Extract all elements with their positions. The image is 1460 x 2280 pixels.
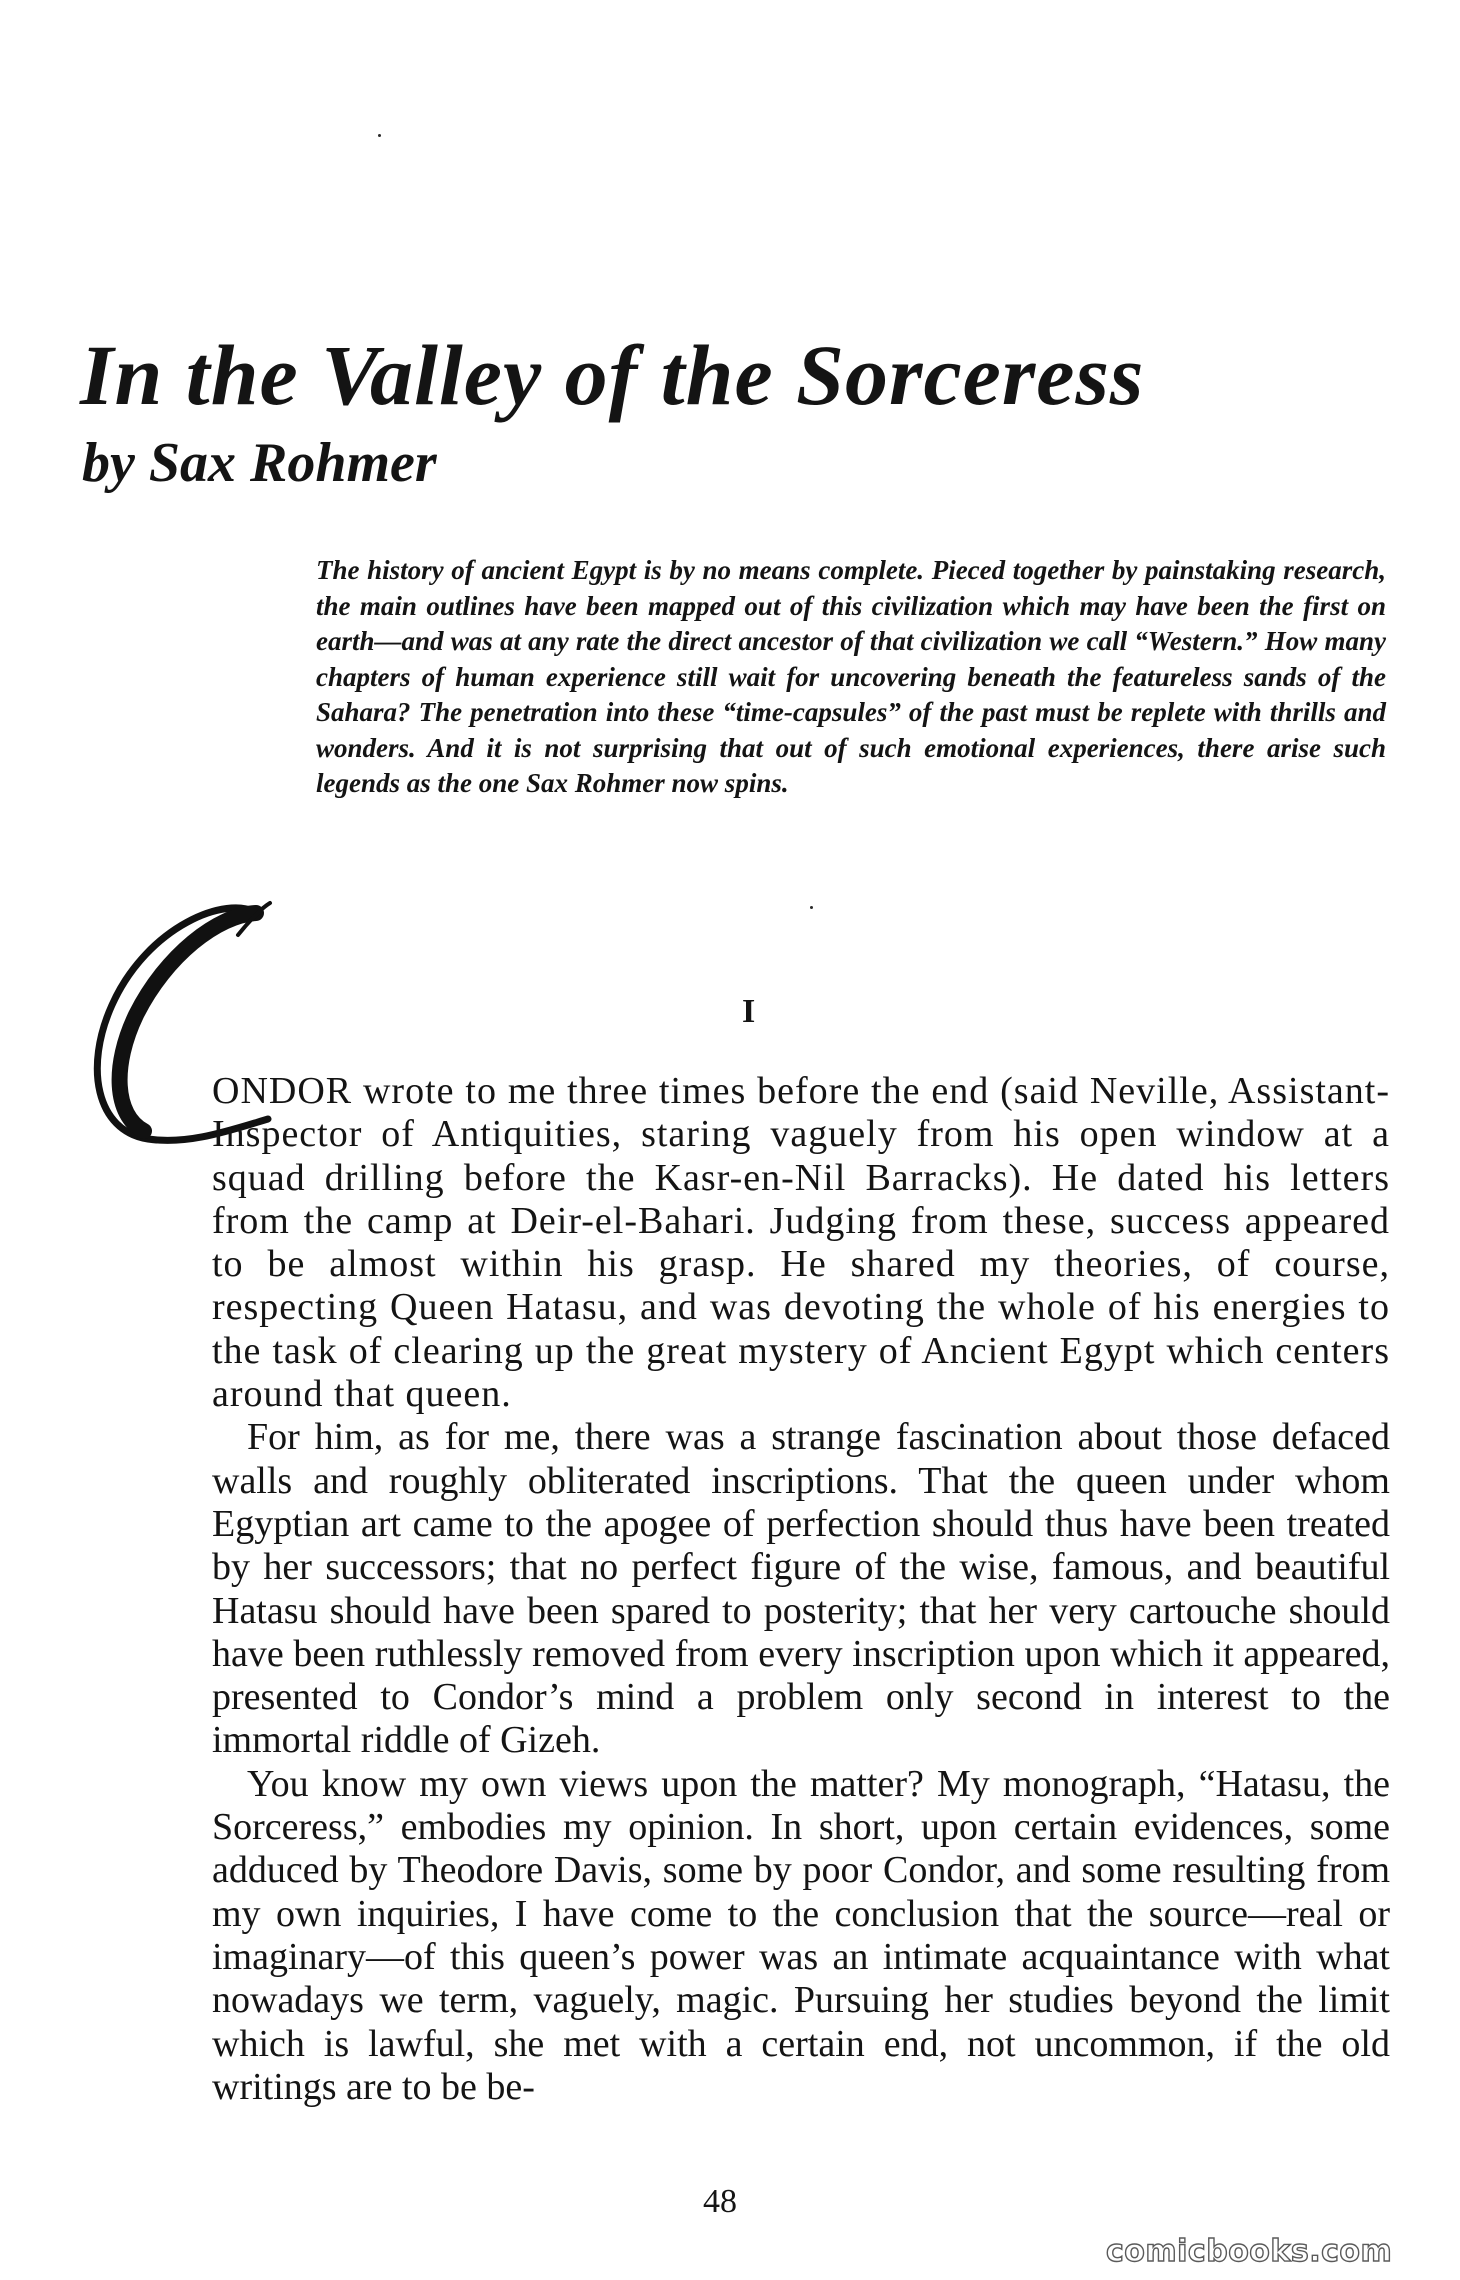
intro-blurb: The history of ancient Egypt is by no means complete. Pieced together by painstaking research, the main outlines have been mapped out of this civilization which may have been the first on earth—and was at any rate the direct ancestor of that civilization we call “Western.” How many chapters of human experience still wait for uncovering beneath the featureless sands of the Sahara? The penetration into these “time-capsules” of the past must be replete with thrills and wonders. And it is not surprising that out of such emotional experiences, there arise such legends as the one Sax Rohmer now spins. [316, 555, 1386, 798]
body-paragraph: For him, as for me, there was a strange fascination about those defaced walls and roughly obliterated inscriptions. That the queen under whom Egyptian art came to the apogee of perfection should thus have been treated by her successors; that no perfect figure of the wise, famous, and beautiful Hatasu should have been spared to posterity; that her very cartouche should have been ruthlessly removed from every inscription upon which it appeared, presented to Condor’s mind a problem only second in interest to the immortal riddle of Gizeh. [212, 1416, 1390, 1762]
watermark-logo: comicbooks.com [1106, 2234, 1393, 2269]
scan-speck [810, 906, 813, 909]
author-byline: by Sax Rohmer [82, 432, 437, 494]
page-number: 48 [703, 2183, 737, 2220]
section-number: I [742, 993, 756, 1030]
body-paragraph: You know my own views upon the matter? My monograph, “Hatasu, the Sorceress,” embodies my opinion. In short, upon certain evidences, some adduced by Theodore Davis, some by poor Condor, and some resulting from my own inquiries, I have come to the conclusion that the source—real or imaginary—of this queen’s power was an intimate acquaintance with what nowadays we term, vaguely, magic. Pursuing her studies beyond the limit which is lawful, she met with a certain end, not uncommon, if the old writings are to be be- [212, 1762, 1390, 2108]
scan-speck [378, 134, 381, 137]
story-body [212, 1070, 1390, 2109]
story-title: In the Valley of the Sorceress [80, 327, 1145, 423]
body-paragraph-text: ONDOR wrote to me three times before the end (said Neville, Assistant-Inspector of Antiquities, staring vaguely from his open window at a squad drilling before the Kasr-en-Nil Barracks). He dated his letters from the camp at Deir-el-Bahari. Judging from these, success appeared to be almost within his grasp. He shared my theories, of course, respecting Queen Hatasu, and was devoting the whole of his energies to the task of clearing up the great mystery of Ancient Egypt which centers around that queen. [212, 1070, 1390, 1416]
body-paragraph [212, 1070, 1390, 1416]
